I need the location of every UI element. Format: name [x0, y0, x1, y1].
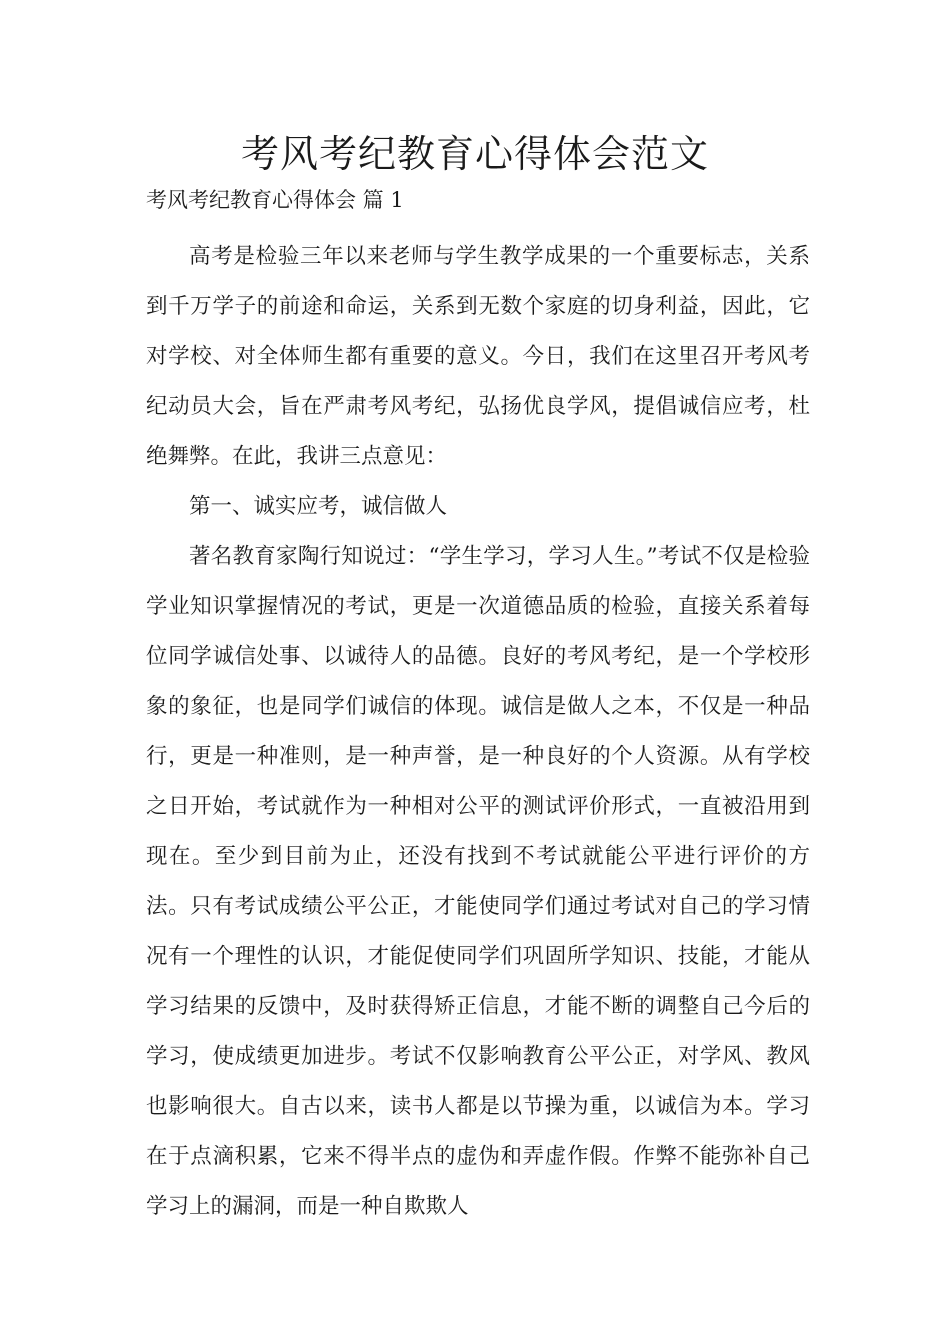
paragraph: 著名教育家陶行知说过：“学生学习，学习人生。”考试不仅是检验学业知识掌握情况的考试，更是一次道德品质的检验，直接关系着每位同学诚信处事、以诚待人的品德。良好的考风考纪，是一个学校形象的象征，也是同学们诚信的体现。诚信是做人之本，不仅是一种品行，更是一种准则，是一种声誉，是一种良好的个人资源。从有学校之日开始，考试就作为一种相对公平的测试评价形式，一直被沿用到现在。至少到目前为止，还没有找到不考试就能公平进行评价的方法。只有考试成绩公平公正，才能使同学们通过考试对自己的学习情况有一个理性的认识，才能促使同学们巩固所学知识、技能，才能从学习结果的反馈中，及时获得矫正信息，才能不断的调整自己今后的学习，使成绩更加进步。考试不仅影响教育公平公正，对学风、教风也影响很大。自古以来，读书人都是以节操为重，以诚信为本。学习在于点滴积累，它来不得半点的虚伪和弄虚作假。作弊不能弥补自己学习上的漏洞，而是一种自欺欺人	[146, 544, 810, 1219]
section-heading: 考风考纪教育心得体会 篇 1	[146, 188, 404, 212]
paragraph: 高考是检验三年以来老师与学生教学成果的一个重要标志，关系到千万学子的前途和命运，关系到无数个家庭的切身利益，因此，它对学校、对全体师生都有重要的意义。今日，我们在这里召开考风考纪动员大会，旨在严肃考风考纪，弘扬优良学风，提倡诚信应考，杜绝舞弊。在此，我讲三点意见：	[146, 244, 810, 469]
paragraph: 第一、诚实应考，诚信做人	[189, 494, 448, 519]
document-title: 考风考纪教育心得体会范文	[240, 132, 709, 176]
document-body	[146, 232, 810, 1232]
